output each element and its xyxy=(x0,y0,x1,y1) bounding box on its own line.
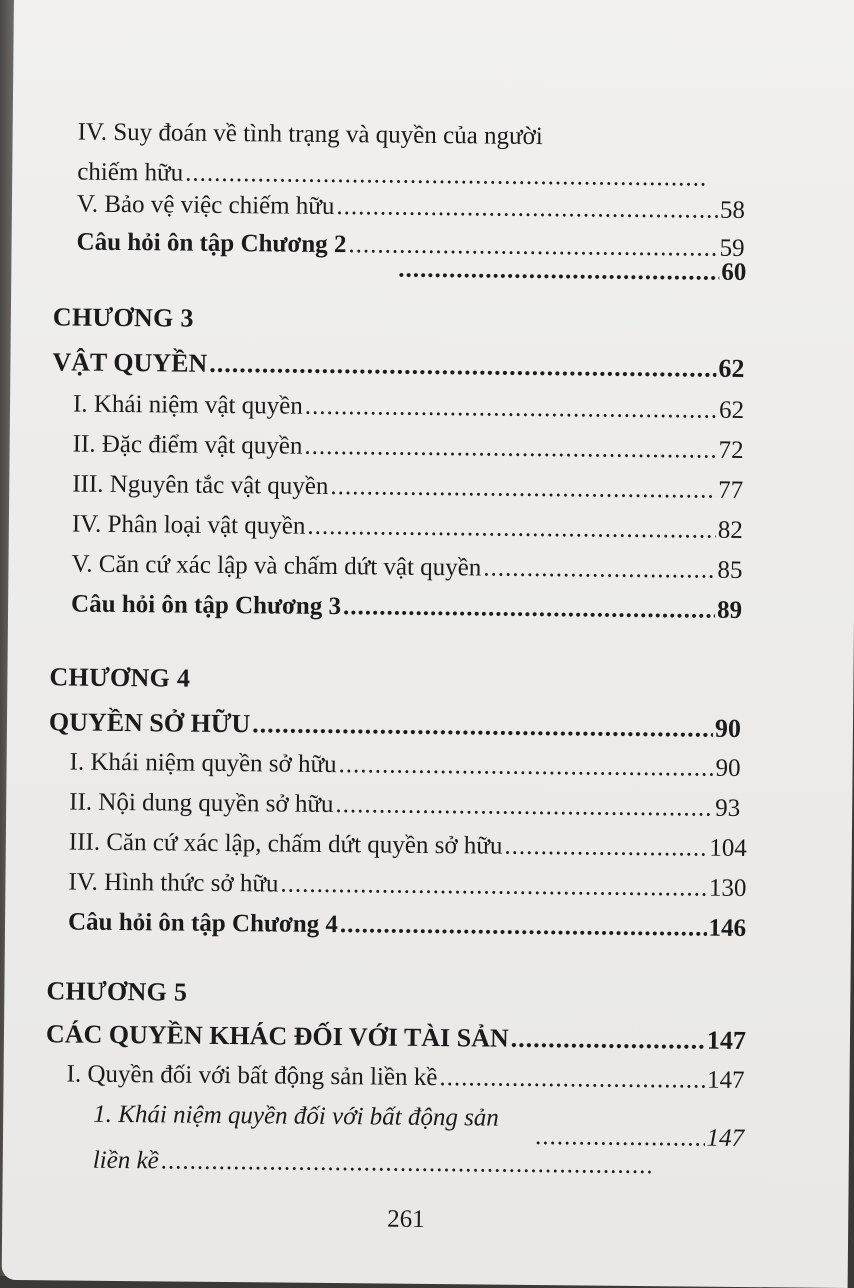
toc-entry-text: III. Nguyên tắc vật quyền xyxy=(72,470,329,500)
toc-entry xyxy=(69,783,740,829)
chapter-title-text: QUYỀN SỞ HỮU xyxy=(48,707,251,739)
toc-page-number: 72 xyxy=(718,436,744,464)
toc-page-number: 147 xyxy=(706,1025,747,1056)
chapter-heading: CHƯƠNG 3 xyxy=(52,302,194,333)
dot-leader xyxy=(252,704,713,748)
toc-page-number: 59 xyxy=(719,234,745,262)
chapter-title-text: VẬT QUYỀN xyxy=(52,347,208,378)
dot-leader xyxy=(307,507,716,551)
dot-leader xyxy=(305,387,718,431)
dot-leader xyxy=(209,344,717,389)
toc-entry-text: I. Khái niệm vật quyền xyxy=(72,390,303,420)
toc-entry-text: IV. Phân loại vật quyền xyxy=(71,510,306,540)
dot-leader xyxy=(330,467,716,511)
toc-entry-text: II. Nội dung quyền sở hữu xyxy=(69,788,334,819)
chapter-heading: CHƯƠNG 5 xyxy=(46,976,188,1007)
chapter-title xyxy=(49,702,741,749)
dot-leader xyxy=(280,865,707,909)
toc-page-number: 146 xyxy=(708,914,747,943)
toc-page-number: 147 xyxy=(706,1124,745,1152)
dot-leader xyxy=(483,548,716,590)
toc-entry-text: Câu hỏi ôn tập Chương 2 xyxy=(76,228,347,259)
dot-leader xyxy=(343,587,715,631)
toc-page-number: 82 xyxy=(717,516,743,544)
toc-entry-text: 1. Khái niệm quyền đối với bất động sản xyxy=(93,1100,500,1132)
dot-leader xyxy=(161,1141,651,1186)
toc-page-number: 60 xyxy=(721,258,747,286)
toc-entry-text: IV. Hình thức sở hữu xyxy=(68,868,279,898)
toc-page-number: 62 xyxy=(718,353,745,383)
toc-entry xyxy=(69,743,740,789)
toc-subentry-cont xyxy=(93,1141,653,1186)
page-number: 261 xyxy=(387,1205,425,1233)
chapter-title xyxy=(46,1014,746,1061)
toc-entry-text: III. Căn cứ xác lập, chấm dứt quyền sở hữu xyxy=(68,828,503,860)
toc-page-number: 104 xyxy=(709,834,747,863)
dot-leader xyxy=(336,187,718,231)
dot-leader xyxy=(511,1019,706,1061)
toc-entry xyxy=(68,863,746,910)
toc-page-number: 90 xyxy=(714,713,742,743)
toc-entry xyxy=(73,385,744,431)
toc-entry-ch2-review-page xyxy=(396,250,746,293)
toc-entry xyxy=(66,1054,744,1101)
toc-page-number: 147 xyxy=(706,1066,745,1095)
toc-page-number: 89 xyxy=(716,596,743,624)
book-page xyxy=(2,0,854,1288)
toc-page-number: 93 xyxy=(715,794,741,822)
toc-entry xyxy=(72,505,743,551)
toc-page-number: 77 xyxy=(718,476,744,504)
dot-leader xyxy=(439,1058,705,1101)
dot-leader xyxy=(335,785,713,829)
toc-entry xyxy=(72,425,743,471)
dot-leader xyxy=(504,827,707,869)
dot-leader xyxy=(338,745,713,789)
toc-entry-text: I. Quyền đối với bất động sản liền kề xyxy=(66,1060,438,1092)
toc-page-number: 62 xyxy=(718,396,745,424)
toc-entry-review xyxy=(68,903,746,950)
toc-page-number: 58 xyxy=(719,196,746,224)
toc-page-number: 85 xyxy=(717,556,743,584)
chapter-title-text: CÁC QUYỀN KHÁC ĐỐI VỚI TÀI SẢN xyxy=(45,1019,509,1053)
toc-entry xyxy=(72,465,743,511)
toc-page-number: 90 xyxy=(715,754,741,782)
dot-leader xyxy=(398,250,719,293)
toc-entry-text: V. Bảo vệ việc chiếm hữu xyxy=(76,190,335,221)
toc-entry-text: I. Khái niệm quyền sở hữu xyxy=(69,748,337,779)
dot-leader xyxy=(340,905,707,949)
toc-entry-text: IV. Suy đoán về tình trạng và quyền của người xyxy=(77,118,543,151)
toc-entry-review xyxy=(71,585,742,631)
toc-entry-text: V. Căn cứ xác lập và chấm dứt vật quyền xyxy=(71,550,482,582)
toc-entry-text: chiếm hữu xyxy=(77,158,184,187)
chapter-title xyxy=(52,342,744,389)
dot-leader xyxy=(304,427,717,471)
toc-entry-text: liền kề xyxy=(92,1146,159,1175)
toc-entry-text: Câu hỏi ôn tập Chương 4 xyxy=(67,908,339,939)
chapter-heading: CHƯƠNG 4 xyxy=(49,662,191,693)
toc-entry-text: Câu hỏi ôn tập Chương 3 xyxy=(70,590,342,621)
toc-entry-text: II. Đặc điểm vật quyền xyxy=(72,430,303,460)
toc-entry xyxy=(69,823,747,870)
toc-page-number: 130 xyxy=(708,874,747,903)
toc-entry xyxy=(71,545,742,591)
